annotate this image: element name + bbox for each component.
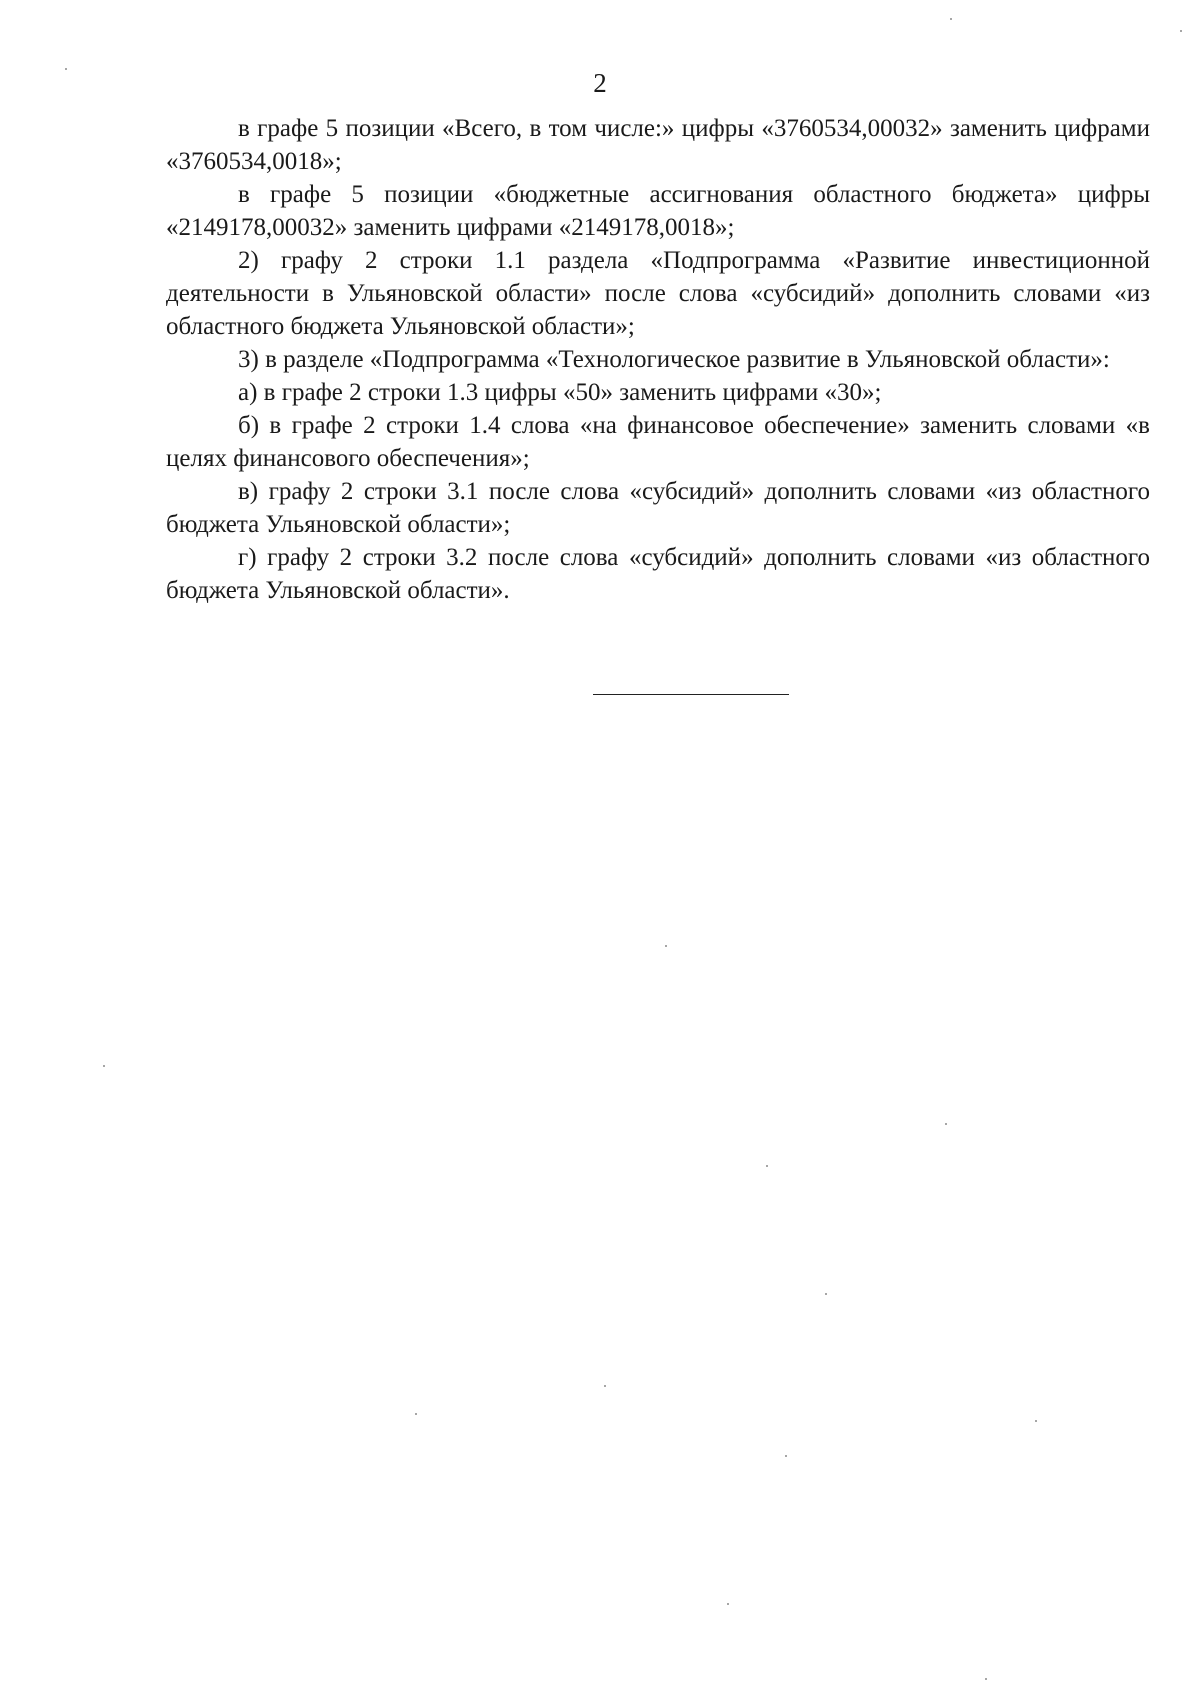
page-number: 2 (593, 68, 607, 98)
scan-speck (785, 1455, 787, 1457)
paragraph-subitem-g: г) графу 2 строки 3.2 после слова «субсидий» дополнить словами «из областного бюджета Ульяновской области». (166, 544, 1150, 604)
paragraph-item-2: 2) графу 2 строки 1.1 раздела «Подпрограмма «Развитие инвестиционной деятельности в Ульяновской области» после слова «субсидий» дополнить словами «из областного бюджета Ульяновской области»; (166, 247, 1150, 340)
scan-speck (727, 1603, 729, 1605)
paragraph-subitem-a: а) в графе 2 строки 1.3 цифры «50» заменить цифрами «30»; (238, 379, 882, 406)
paragraph-total-figures: в графе 5 позиции «Всего, в том числе:» цифры «3760534,00032» заменить цифрами «3760534,0018»; (166, 115, 1150, 175)
scan-speck (766, 1165, 768, 1167)
document-body (166, 112, 1150, 607)
scan-speck (415, 1413, 417, 1415)
scan-speck (65, 68, 67, 70)
scan-speck (1035, 1420, 1037, 1422)
scan-speck (604, 1385, 606, 1387)
paragraph-subitem-v: в) графу 2 строки 3.1 после слова «субсидий» дополнить словами «из областного бюджета Ульяновской области»; (166, 478, 1150, 538)
scan-speck (985, 1678, 987, 1680)
scan-speck (945, 1123, 947, 1125)
scan-speck (103, 1065, 105, 1067)
scan-speck (1180, 30, 1182, 32)
scan-speck (950, 18, 952, 20)
paragraph-item-3: 3) в разделе «Подпрограмма «Технологическое развитие в Ульяновской области»: (238, 346, 1110, 373)
scan-speck (825, 1293, 827, 1295)
paragraph-budget-allocations: в графе 5 позиции «бюджетные ассигнования областного бюджета» цифры «2149178,00032» заменить цифрами «2149178,0018»; (166, 181, 1150, 241)
end-of-text-rule (593, 694, 789, 695)
paragraph-subitem-b: б) в графе 2 строки 1.4 слова «на финансовое обеспечение» заменить словами «в целях финансового обеспечения»; (166, 412, 1150, 472)
scan-speck (665, 945, 667, 947)
